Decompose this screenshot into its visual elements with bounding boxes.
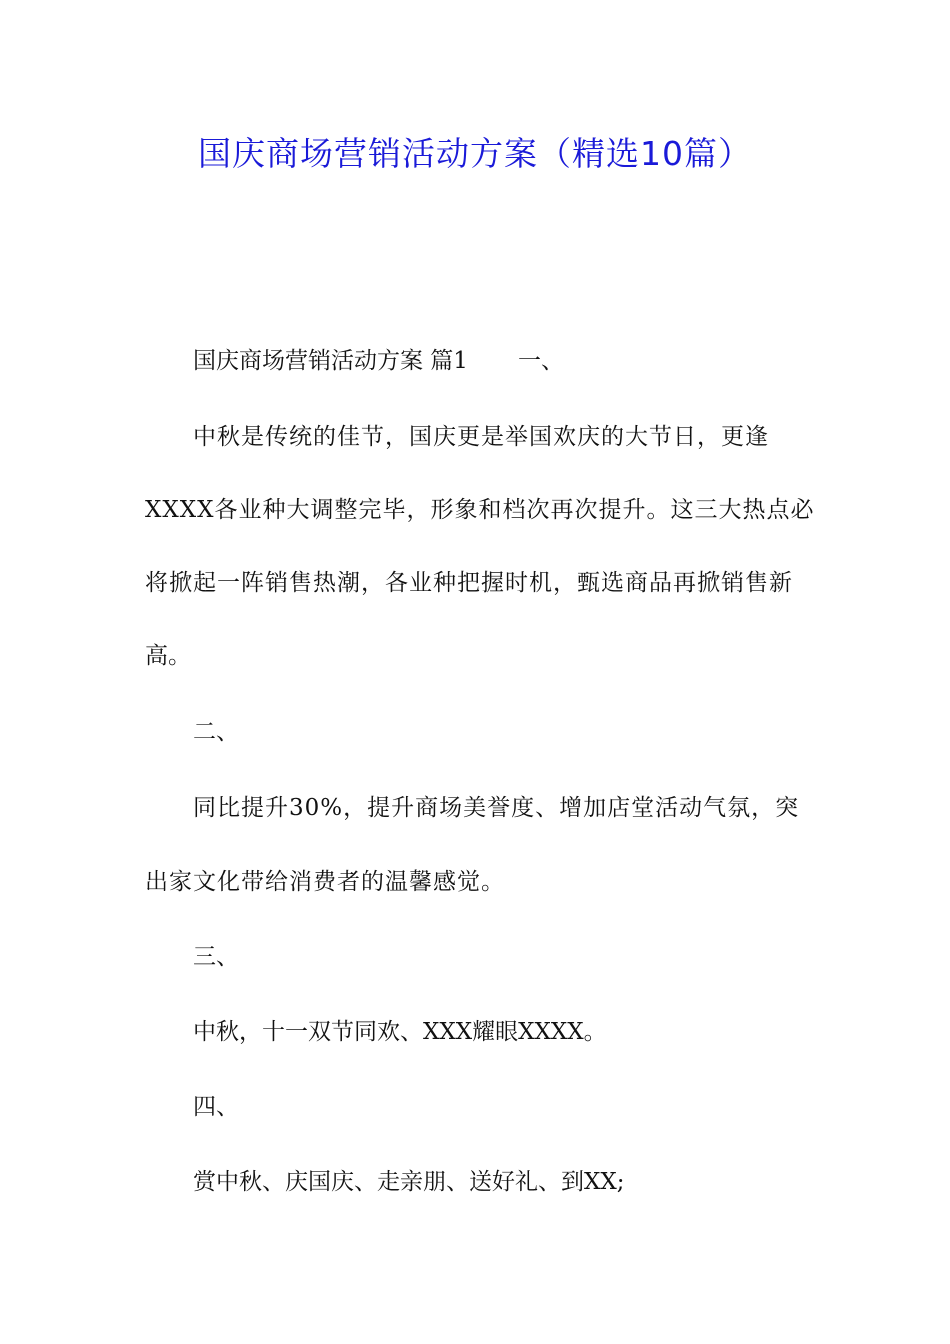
section-number-3: 三、 [193,944,239,970]
paragraph-3: 中秋，十一双节同欢、XXX耀眼XXXX。 [193,1019,607,1045]
paragraph-1-line-4: 高。 [145,643,191,669]
section-number-1: 一、 [517,348,564,374]
paragraph-2-line-2: 出家文化带给消费者的温馨感觉。 [145,869,505,895]
document-title: 国庆商场营销活动方案（精选10篇） [198,134,752,173]
section-number-4: 四、 [193,1094,239,1120]
paragraph-1-line-2: XXXX各业种大调整完毕，形象和档次再次提升。这三大热点必 [145,497,815,523]
paragraph-1-line-1: 中秋是传统的佳节，国庆更是举国欢庆的大节日，更逢 [193,424,769,450]
section-number-2: 二、 [193,719,239,745]
paragraph-4: 赏中秋、庆国庆、走亲朋、送好礼、到XX; [193,1169,625,1195]
section-heading: 国庆商场营销活动方案 篇1 [193,348,468,374]
paragraph-1-line-3: 将掀起一阵销售热潮，各业种把握时机，甄选商品再掀销售新 [145,570,793,596]
section-heading-line [193,346,564,376]
paragraph-2-line-1: 同比提升30%，提升商场美誉度、增加店堂活动气氛，突 [193,795,800,821]
